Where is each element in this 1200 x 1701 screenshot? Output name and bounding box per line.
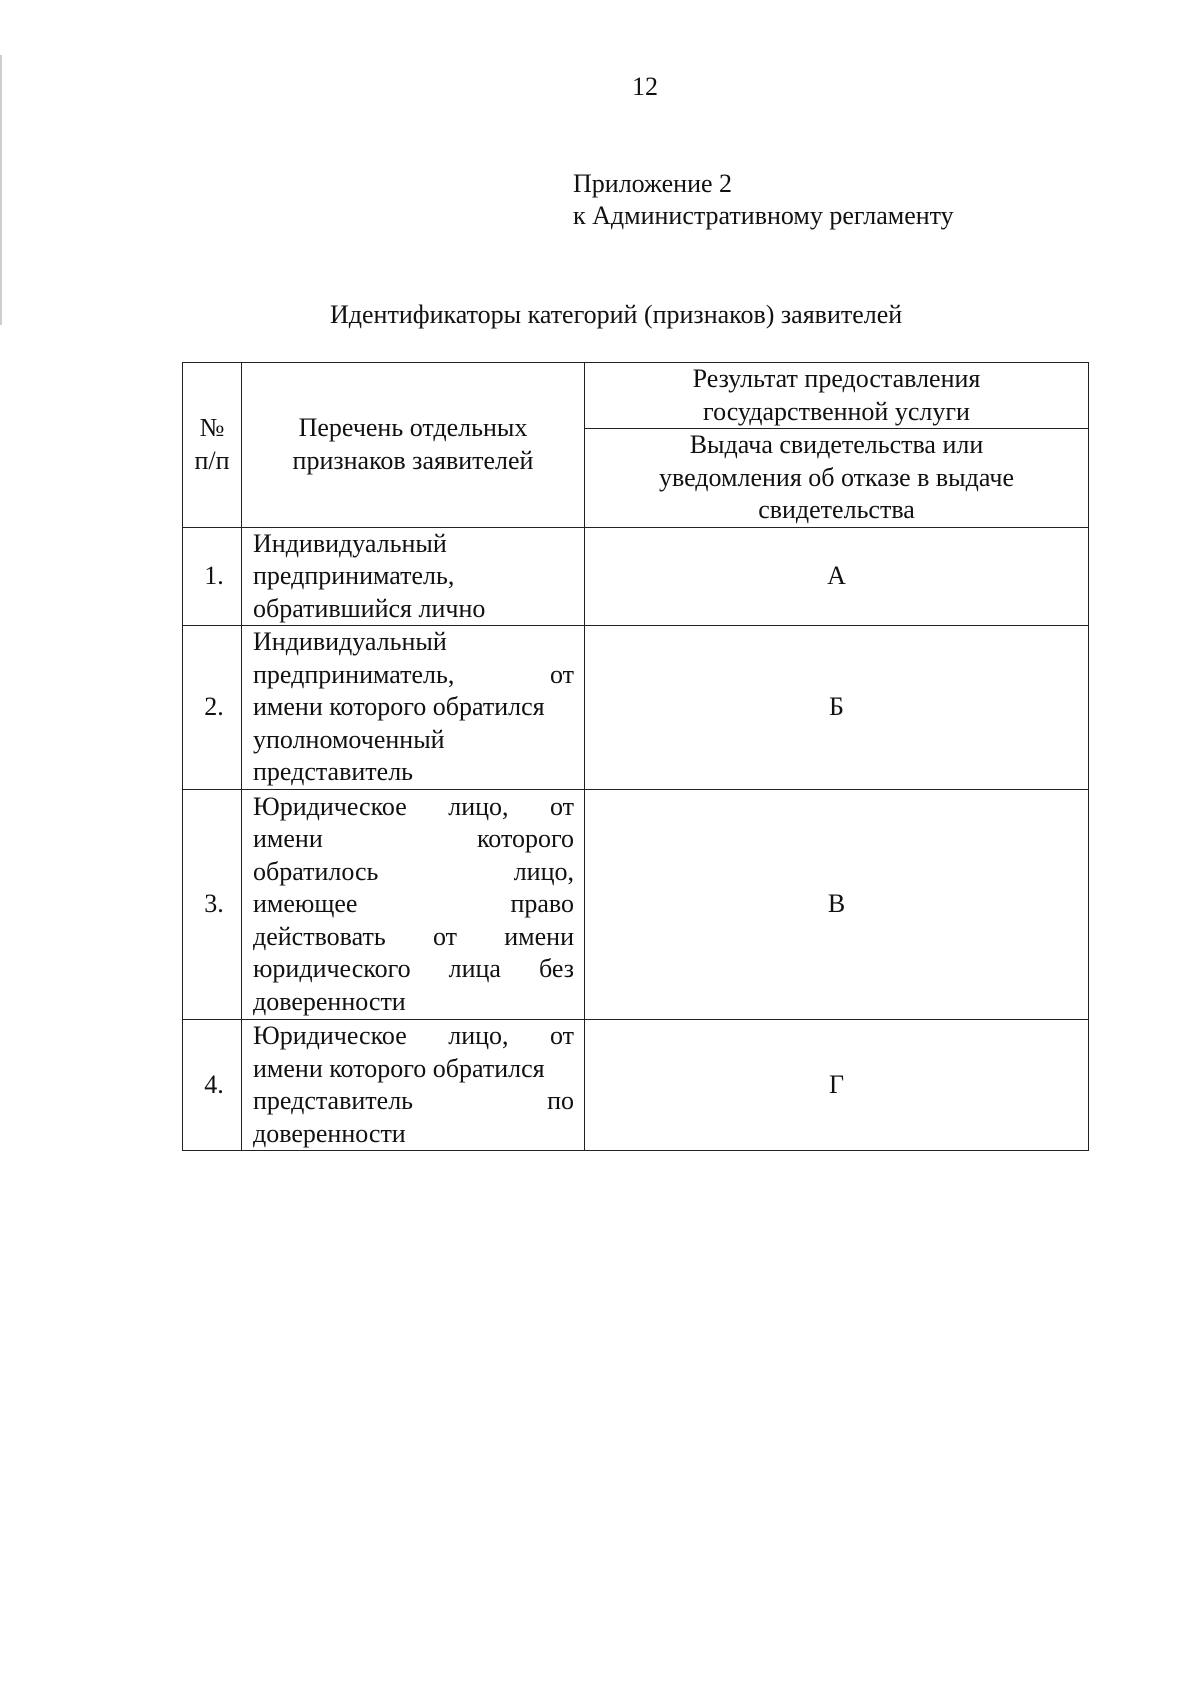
criteria-line: представитель по bbox=[253, 1086, 574, 1115]
row-number: 1. bbox=[183, 527, 242, 626]
criteria-line: имени которого обратился bbox=[253, 1053, 545, 1083]
criteria-line: предприниматель, bbox=[253, 561, 455, 590]
header-issue-line: Выдача свидетельства или bbox=[689, 430, 984, 459]
header-issue-line: уведомления об отказе в выдаче bbox=[658, 462, 1014, 492]
criteria-line: Индивидуальный bbox=[253, 528, 447, 558]
table-row bbox=[183, 527, 1089, 626]
row-result-code: Б bbox=[585, 626, 1089, 790]
table-row bbox=[183, 790, 1089, 1020]
row-criteria bbox=[242, 626, 585, 790]
appendix-reference bbox=[573, 168, 954, 232]
criteria-line: имени которого bbox=[253, 824, 574, 854]
criteria-line: юридического лица без bbox=[253, 954, 574, 984]
row-number: 3. bbox=[183, 790, 242, 1020]
appendix-line-2: к Административному регламенту bbox=[573, 201, 954, 230]
row-criteria bbox=[242, 790, 585, 1020]
row-criteria bbox=[242, 1020, 585, 1151]
table-row bbox=[183, 626, 1089, 790]
header-result-line: Результат предоставления bbox=[692, 364, 981, 393]
criteria-line: действовать от имени bbox=[253, 921, 574, 951]
header-issue-line: свидетельства bbox=[758, 495, 915, 524]
row-result-code: А bbox=[585, 527, 1089, 626]
row-result-code: Г bbox=[585, 1020, 1089, 1151]
header-result-cell bbox=[585, 363, 1089, 429]
header-number-cell bbox=[183, 363, 242, 528]
criteria-line: доверенности bbox=[253, 986, 406, 1016]
header-number-symbol: № bbox=[199, 413, 225, 443]
row-result-code: В bbox=[585, 790, 1089, 1020]
criteria-line: уполномоченный bbox=[253, 724, 445, 754]
criteria-line: доверенности bbox=[253, 1118, 406, 1148]
criteria-line: обратившийся лично bbox=[253, 593, 486, 623]
document-title: Идентификаторы категорий (признаков) заявителей bbox=[330, 300, 903, 329]
criteria-line: имеющее право bbox=[253, 889, 574, 919]
identifiers-table bbox=[182, 362, 1089, 1151]
header-number-abbrev: п/п bbox=[194, 445, 230, 475]
criteria-line: имени которого обратился bbox=[253, 692, 545, 722]
appendix-line-1: Приложение 2 bbox=[573, 169, 733, 198]
criteria-line: Юридическое лицо, от bbox=[253, 1021, 574, 1050]
criteria-line: предприниматель, от bbox=[253, 659, 574, 689]
header-issue-cell bbox=[585, 429, 1089, 528]
header-result-line: государственной услуги bbox=[703, 396, 970, 426]
header-list-cell bbox=[242, 363, 585, 528]
criteria-line: обратилось лицо, bbox=[253, 856, 574, 886]
row-criteria bbox=[242, 527, 585, 626]
page-number: 12 bbox=[632, 72, 658, 101]
row-number: 4. bbox=[183, 1020, 242, 1151]
header-list-line: Перечень отдельных bbox=[298, 413, 528, 443]
criteria-line: Индивидуальный bbox=[253, 627, 447, 657]
table-header-row bbox=[183, 363, 1089, 429]
criteria-line: представитель bbox=[253, 757, 414, 787]
header-list-line: признаков заявителей bbox=[292, 445, 534, 475]
row-number: 2. bbox=[183, 626, 242, 790]
table-row bbox=[183, 1020, 1089, 1151]
criteria-line: Юридическое лицо, от bbox=[253, 791, 574, 821]
